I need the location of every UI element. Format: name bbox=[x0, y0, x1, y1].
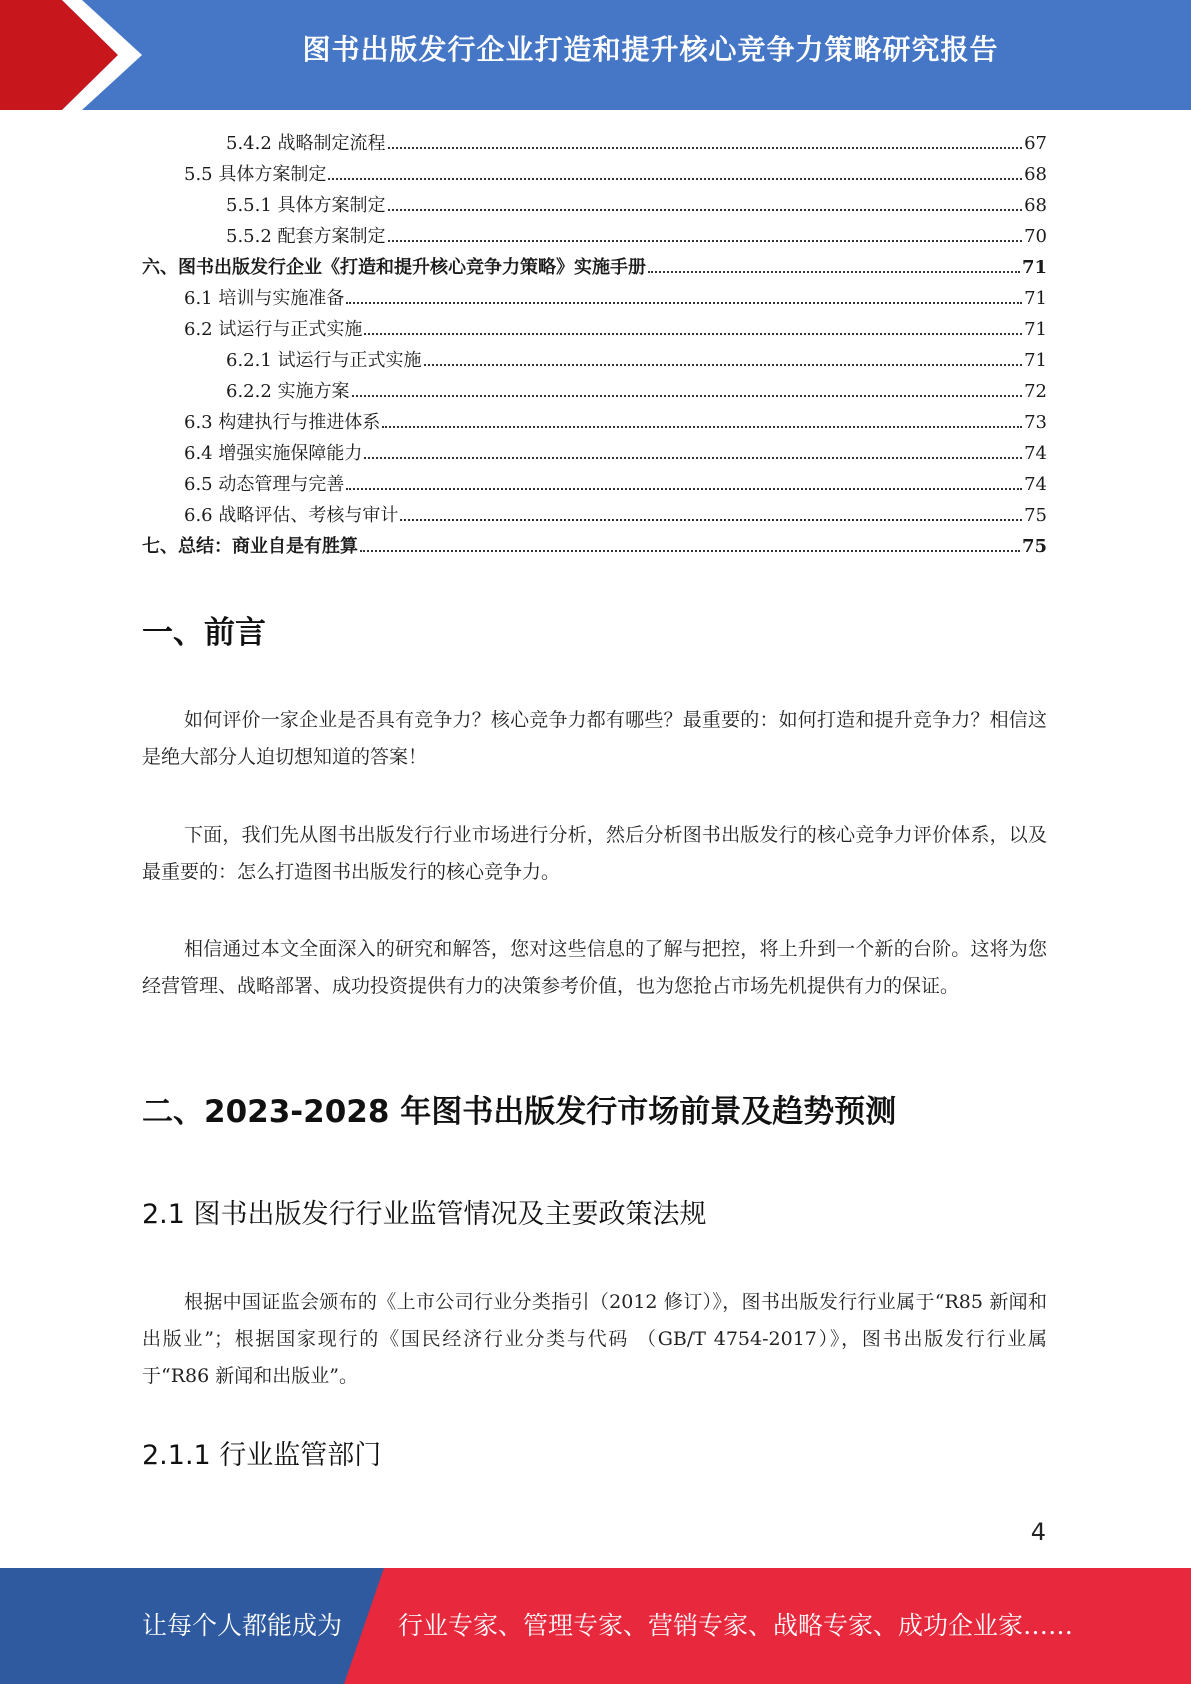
preface-paragraph-3: 相信通过本文全面深入的研究和解答，您对这些信息的了解与把控，将上升到一个新的台阶。这将为您经营管理、战略部署、成功投资提供有力的决策参考价值，也为您抢占市场先机提供有力的保证。 bbox=[142, 938, 1047, 997]
toc-entry-label: 6.2.2 实施方案 bbox=[226, 381, 350, 402]
table-of-contents bbox=[142, 128, 1047, 562]
toc-entry-label: 5.4.2 战略制定流程 bbox=[226, 133, 386, 154]
toc-entry[interactable] bbox=[142, 376, 1047, 407]
toc-entry[interactable] bbox=[142, 407, 1047, 438]
footer-slogan-left: 让每个人都能成为 bbox=[142, 1611, 343, 1640]
toc-entry-page: 75 bbox=[1021, 536, 1047, 557]
page-footer bbox=[0, 1568, 1191, 1684]
toc-entry-page: 72 bbox=[1024, 381, 1047, 402]
toc-entry-page: 73 bbox=[1024, 412, 1047, 433]
heading-section-2: 二、2023-2028 年图书出版发行市场前景及趋势预测 bbox=[142, 1094, 897, 1130]
toc-entry[interactable] bbox=[142, 283, 1047, 314]
toc-entry[interactable] bbox=[142, 438, 1047, 469]
heading-section-2-1-1: 2.1.1 行业监管部门 bbox=[142, 1440, 382, 1471]
toc-entry-page: 71 bbox=[1024, 288, 1047, 309]
toc-entry-label: 5.5.1 具体方案制定 bbox=[226, 195, 386, 216]
footer-slogan-right: 行业专家、管理专家、营销专家、战略专家、成功企业家…… bbox=[398, 1611, 1074, 1640]
toc-dot-leader bbox=[346, 301, 1022, 304]
heading-preface: 一、前言 bbox=[142, 615, 266, 651]
toc-entry-label: 6.6 战略评估、考核与审计 bbox=[184, 505, 399, 526]
heading-section-2-1: 2.1 图书出版发行行业监管情况及主要政策法规 bbox=[142, 1199, 707, 1230]
toc-entry[interactable] bbox=[142, 469, 1047, 500]
toc-entry-label: 六、图书出版发行企业《打造和提升核心竞争力策略》实施手册 bbox=[142, 257, 646, 278]
toc-dot-leader bbox=[346, 487, 1022, 490]
toc-entry-page: 71 bbox=[1024, 350, 1047, 371]
toc-entry[interactable] bbox=[142, 159, 1047, 190]
page-number: 4 bbox=[1030, 1518, 1046, 1546]
toc-entry-page: 75 bbox=[1024, 505, 1047, 526]
toc-dot-leader bbox=[388, 208, 1023, 211]
toc-dot-leader bbox=[388, 146, 1023, 149]
toc-entry-label: 6.3 构建执行与推进体系 bbox=[184, 412, 381, 433]
toc-entry[interactable] bbox=[142, 252, 1047, 283]
toc-dot-leader bbox=[424, 363, 1023, 366]
toc-entry-label: 6.2.1 试运行与正式实施 bbox=[226, 350, 422, 371]
section-2-1-paragraph: 根据中国证监会颁布的《上市公司行业分类指引（2012 修订）》，图书出版发行行业属于“R85 新闻和出版业”；根据国家现行的《国民经济行业分类与代码 （GB/T 4754-2017）》，图书出版发行行业属于“R86 新闻和出版业”。 bbox=[142, 1291, 1047, 1387]
toc-entry-label: 5.5 具体方案制定 bbox=[184, 164, 327, 185]
toc-dot-leader bbox=[360, 549, 1020, 552]
toc-entry-page: 74 bbox=[1024, 443, 1047, 464]
toc-entry-page: 71 bbox=[1021, 257, 1047, 278]
toc-dot-leader bbox=[648, 270, 1020, 273]
toc-entry-label: 七、总结：商业自是有胜算 bbox=[142, 536, 358, 557]
toc-entry[interactable] bbox=[142, 345, 1047, 376]
preface-paragraph-2: 下面，我们先从图书出版发行行业市场进行分析，然后分析图书出版发行的核心竞争力评价体系，以及最重要的：怎么打造图书出版发行的核心竞争力。 bbox=[142, 824, 1047, 883]
toc-entry-page: 74 bbox=[1024, 474, 1047, 495]
toc-dot-leader bbox=[364, 456, 1022, 459]
toc-entry[interactable] bbox=[142, 314, 1047, 345]
toc-entry-label: 5.5.2 配套方案制定 bbox=[226, 226, 386, 247]
toc-dot-leader bbox=[364, 332, 1022, 335]
toc-dot-leader bbox=[382, 425, 1022, 428]
toc-entry-page: 68 bbox=[1024, 195, 1047, 216]
toc-entry[interactable] bbox=[142, 221, 1047, 252]
toc-dot-leader bbox=[352, 394, 1023, 397]
toc-entry-label: 6.2 试运行与正式实施 bbox=[184, 319, 363, 340]
preface-paragraph-1: 如何评价一家企业是否具有竞争力？核心竞争力都有哪些？最重要的：如何打造和提升竞争力？相信这是绝大部分人迫切想知道的答案！ bbox=[142, 709, 1047, 768]
page-header bbox=[0, 0, 1191, 110]
toc-entry-page: 70 bbox=[1024, 226, 1047, 247]
toc-dot-leader bbox=[328, 177, 1022, 180]
toc-entry-page: 68 bbox=[1024, 164, 1047, 185]
toc-entry-page: 67 bbox=[1024, 133, 1047, 154]
toc-entry[interactable] bbox=[142, 190, 1047, 221]
toc-entry[interactable] bbox=[142, 500, 1047, 531]
toc-entry-label: 6.1 培训与实施准备 bbox=[184, 288, 345, 309]
report-title: 图书出版发行企业打造和提升核心竞争力策略研究报告 bbox=[302, 33, 999, 66]
toc-entry-label: 6.4 增强实施保障能力 bbox=[184, 443, 363, 464]
toc-dot-leader bbox=[400, 518, 1022, 521]
toc-entry[interactable] bbox=[142, 128, 1047, 159]
toc-entry-label: 6.5 动态管理与完善 bbox=[184, 474, 345, 495]
toc-entry[interactable] bbox=[142, 531, 1047, 562]
toc-dot-leader bbox=[388, 239, 1023, 242]
toc-entry-page: 71 bbox=[1024, 319, 1047, 340]
